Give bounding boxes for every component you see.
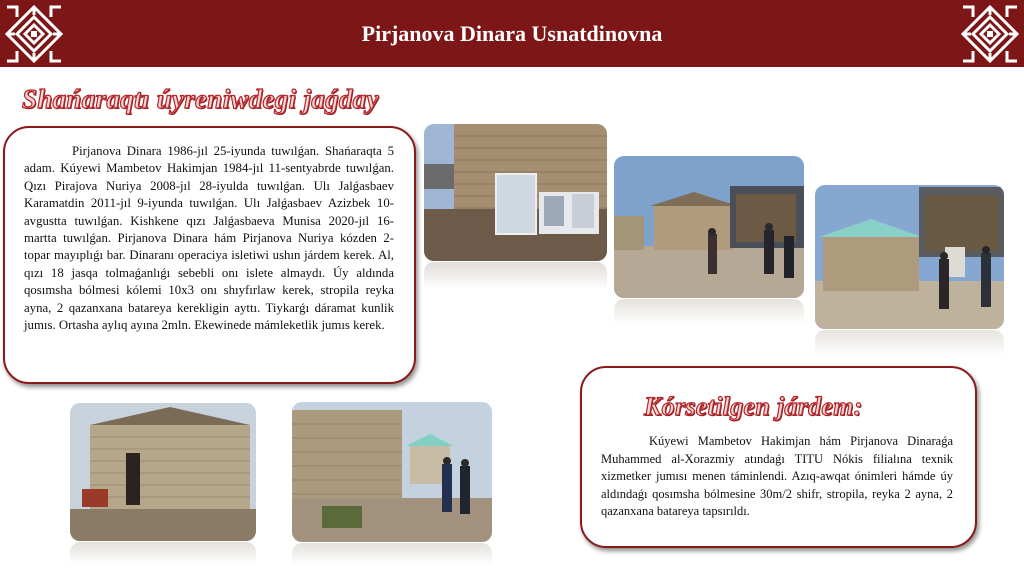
- photo-reflection: [70, 542, 256, 574]
- page-title: Pirjanova Dinara Usnatdinovna: [361, 21, 663, 46]
- section-heading-family-situation: Shańaraqtı úyreniwdegi jaǵday: [22, 84, 379, 114]
- photo-reflection: [292, 543, 492, 574]
- family-info-text: Pirjanova Dinara 1986-jıl 25-iyunda tuwılǵan. Shańaraqta 5 adam. Kúyewi Mambetov Hakimjan 1984-jıl 11-sentyabrde tuwılǵan. Qızı Pirajova Nuriya 2008-jıl 28-iyulda tuwılǵan. Ulı Jalǵasbaev Karamatdin 2011-jıl 9-iyunda tuwılǵan. Ulı Jalǵasbaev Azizbek 10-avgustta tuwılǵan. Kishkene qızı Jalǵasbaeva Munisa 2020-jıl 16-martta tuwılǵan. Pirjanova Dinara hám Pirjanova Nuriya kózden 2-topar mayıplıǵı bar. Dinaranı operaciya isletiwi ushın járdem kerek. Al, qızı 18 jasqa tolmaǵanlıǵı sebebli onı islete almaydı. Úy aldında qosımsha bólmesi kólemi 10x3 onı shıyfırlaw kerek, stropila reyka ayna, 2 qazanxana batareya kerekligin ayttı. Tiykarǵı dáramat kunlik jumıs. Ortasha aylıq ayına 2mln. Ekewinede mámleketlik jumıs kerek.: [24, 144, 394, 333]
- photo-reflection: [614, 299, 804, 335]
- photo-reflection: [815, 330, 1004, 366]
- assistance-text: Kúyewi Mambetov Hakimjan hám Pirjanova Dinaraǵa Muhammed al-Xorazmiy atındaǵı TITU Nókis filialına texnik xizmetker jumısı menen táminlendi. Azıq-awqat ónimleri hámde úy aldındaǵı qosımsha bólmesine 30m/2 shifr, stropila, reyka 2 ayna, 2 qazanxana batareya tapsırıldı.: [601, 434, 953, 519]
- photo-reflection: [424, 262, 607, 302]
- photo-brick-room: [70, 403, 256, 541]
- section-heading-assistance: Kórsetilgen járdem:: [644, 392, 863, 421]
- photo-brick-wall-windows: [424, 124, 607, 261]
- photo-people-building: [292, 402, 492, 542]
- photo-workers-truck: [614, 156, 804, 298]
- photo-house-truck: [815, 185, 1004, 329]
- header-bar: [0, 0, 1024, 67]
- national-ornament-icon: [959, 3, 1021, 65]
